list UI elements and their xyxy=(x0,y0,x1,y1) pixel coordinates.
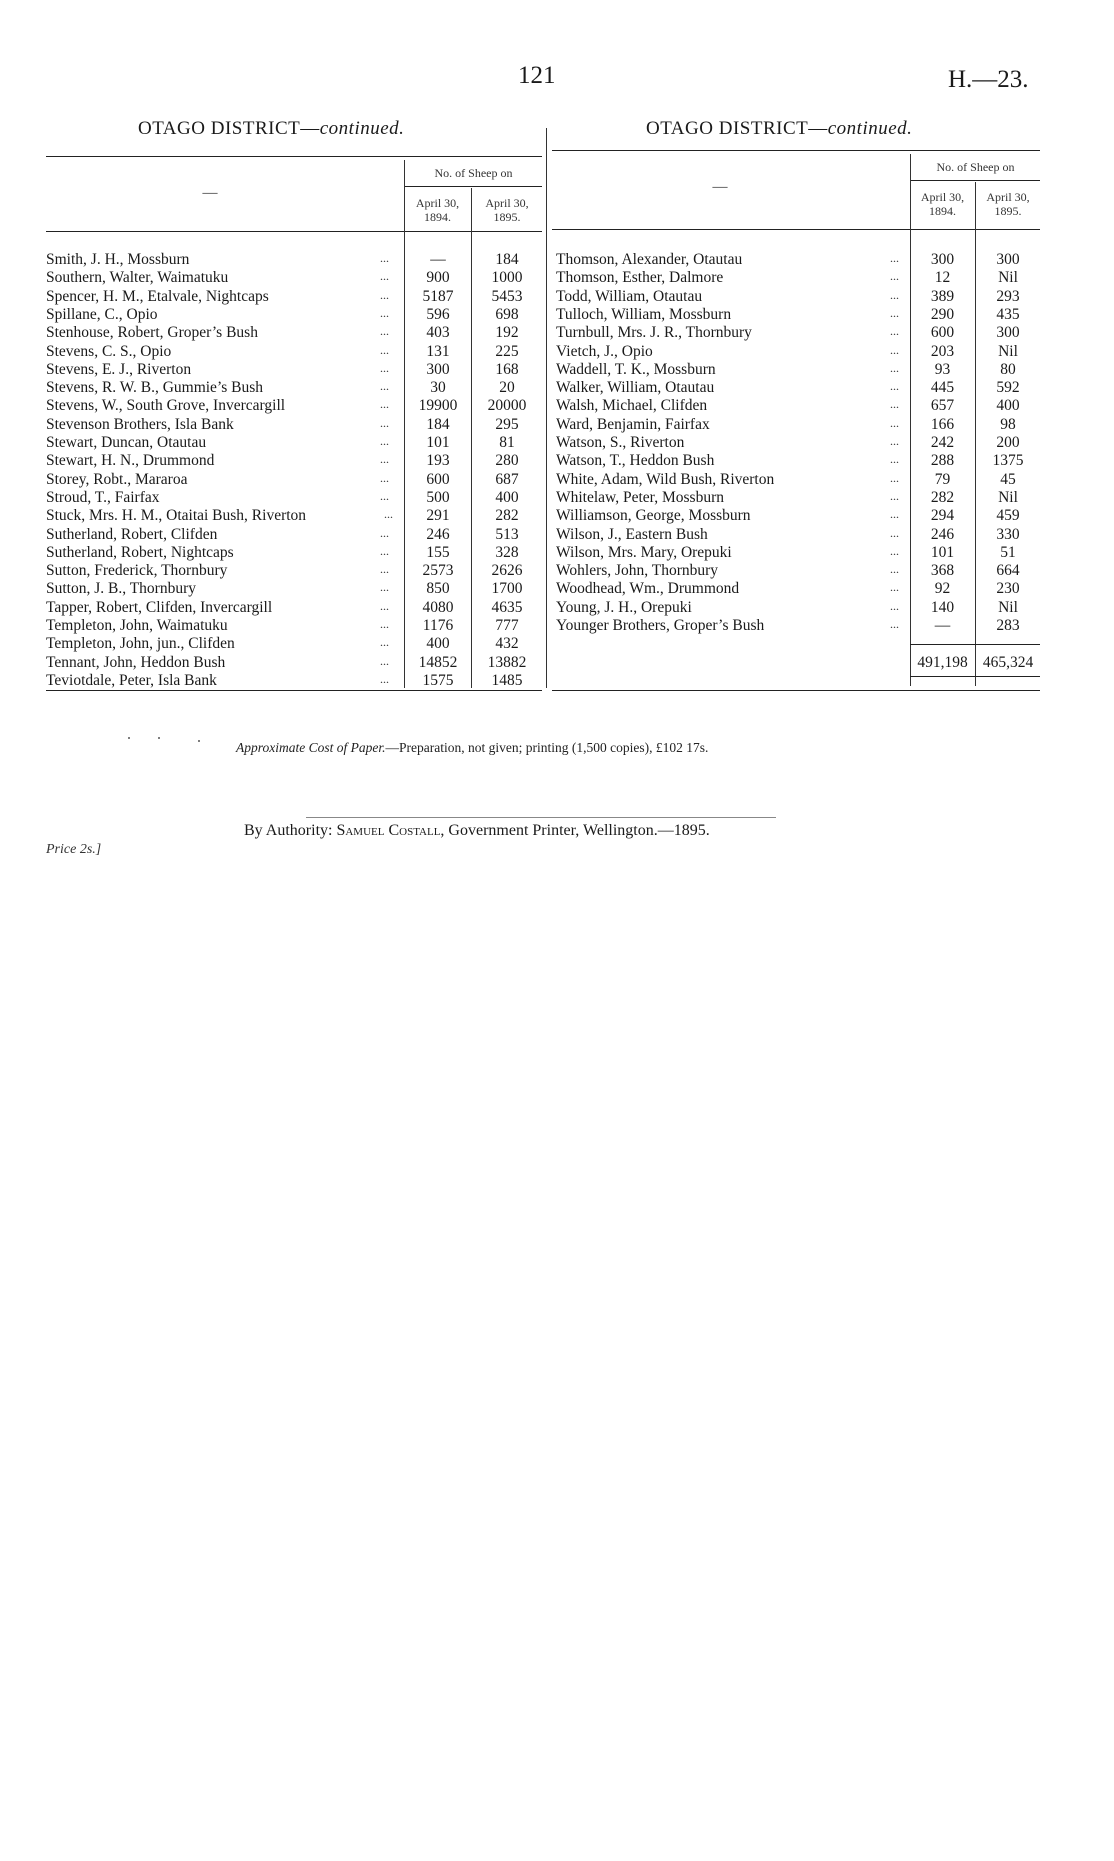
value-1894: 101 xyxy=(930,543,955,561)
value-1894: 19900 xyxy=(418,397,458,415)
row-name: White, Adam, Wild Bush, Riverton xyxy=(556,470,775,488)
value-1894: 389 xyxy=(930,287,955,305)
value-1894: 131 xyxy=(426,342,450,360)
leader-dots: ... xyxy=(890,488,899,503)
leader-dots: ... xyxy=(380,452,389,467)
row-name: Stevens, R. W. B., Gummie’s Bush xyxy=(46,379,264,397)
value-1894: 900 xyxy=(426,269,450,287)
value-1894: 400 xyxy=(426,635,450,653)
document-reference: H.—23. xyxy=(948,66,1029,93)
value-1894: 282 xyxy=(930,488,955,506)
page-number: 121 xyxy=(518,62,556,89)
row-name: Todd, William, Otautau xyxy=(556,287,703,305)
value-1894: 403 xyxy=(426,324,450,342)
value-1894: 193 xyxy=(426,452,450,470)
leader-dots: ... xyxy=(890,379,899,394)
print-speck xyxy=(198,740,200,742)
print-speck xyxy=(158,737,160,739)
row-name: Spencer, H. M., Etalvale, Nightcaps xyxy=(46,287,269,305)
leader-dots: ... xyxy=(380,562,389,577)
row-name: Whitelaw, Peter, Mossburn xyxy=(556,488,724,506)
right-title-text: OTAGO DISTRICT— xyxy=(646,118,828,139)
value-1895: 300 xyxy=(996,251,1020,268)
value-1895: 400 xyxy=(495,488,519,506)
value-1895: 432 xyxy=(495,635,519,653)
left-col2-header-line2: 1895. xyxy=(493,210,521,224)
value-1894: 445 xyxy=(930,379,955,397)
value-1895: 225 xyxy=(495,342,519,360)
value-1895: 200 xyxy=(996,434,1020,451)
value-1895: 400 xyxy=(996,397,1020,415)
left-title-continued: continued. xyxy=(319,118,405,139)
value-1894: — xyxy=(430,251,446,268)
price-label: Price 2s.] xyxy=(46,842,102,857)
row-name: Younger Brothers, Groper’s Bush xyxy=(556,617,765,634)
value-1895: 51 xyxy=(1000,543,1016,561)
leader-dots: ... xyxy=(890,269,899,284)
row-name: Southern, Walter, Waimatuku xyxy=(46,269,229,287)
value-1895: 1485 xyxy=(491,671,523,689)
leader-dots: ... xyxy=(380,580,389,595)
value-1895: 330 xyxy=(996,525,1020,543)
value-1894: 30 xyxy=(430,379,446,397)
leader-dots: ... xyxy=(890,452,899,467)
left-col1-header-line2: 1894. xyxy=(424,210,451,224)
row-name: Smith, J. H., Mossburn xyxy=(46,251,190,268)
right-total-bottom-rule xyxy=(910,676,1040,677)
leader-dots: ... xyxy=(380,342,389,357)
value-1894: 4080 xyxy=(422,598,454,616)
leader-dots: ... xyxy=(380,598,389,613)
leader-dots: ... xyxy=(380,269,389,284)
value-1894: 500 xyxy=(426,488,450,506)
leader-dots: ... xyxy=(890,598,899,613)
right-col1-header-line2: 1894. xyxy=(929,204,956,218)
right-table-bottom-rule xyxy=(552,690,1040,691)
value-1894: 294 xyxy=(930,507,955,525)
left-title-text: OTAGO DISTRICT— xyxy=(138,118,320,139)
value-1894: — xyxy=(934,617,951,634)
left-district-title xyxy=(138,118,404,140)
row-name: Williamson, George, Mossburn xyxy=(556,507,751,525)
value-1894: 1575 xyxy=(422,671,454,689)
row-name: Walker, William, Otautau xyxy=(556,379,715,397)
value-1894: 155 xyxy=(426,543,450,561)
leader-dots: ... xyxy=(890,305,899,320)
row-name: Sutton, J. B., Thornbury xyxy=(46,580,196,598)
leader-dots: ... xyxy=(890,543,899,558)
left-col1-header-line1: April 30, xyxy=(415,196,460,210)
cost-note-label: Approximate Cost of Paper. xyxy=(236,740,386,755)
leader-dots: ... xyxy=(380,525,389,540)
left-name-column-header: — xyxy=(202,185,218,201)
leader-dots: ... xyxy=(380,617,389,631)
row-name: Sutherland, Robert, Clifden xyxy=(46,525,218,543)
value-1894: 291 xyxy=(426,507,450,525)
row-name: Stuck, Mrs. H. M., Otaitai Bush, Riverton xyxy=(46,507,307,525)
row-name: Watson, T., Heddon Bush xyxy=(556,452,715,470)
leader-dots: ... xyxy=(380,671,389,686)
value-1894: 184 xyxy=(426,415,450,433)
value-1894: 290 xyxy=(930,305,955,323)
leader-dots: ... xyxy=(890,562,899,577)
value-1895: 459 xyxy=(996,507,1020,525)
value-1895: 280 xyxy=(495,452,519,470)
value-1894: 300 xyxy=(930,251,955,268)
leader-dots: ... xyxy=(380,434,389,448)
value-1895: 168 xyxy=(495,360,519,378)
right-col2-header-line1: April 30, xyxy=(986,190,1030,204)
value-1895: 20000 xyxy=(487,397,527,415)
row-name: Spillane, C., Opio xyxy=(46,305,158,323)
value-1895: 45 xyxy=(1000,470,1016,488)
total-1894: 491,198 xyxy=(917,654,968,671)
right-group-header: No. of Sheep on xyxy=(936,160,1015,174)
value-1894: 246 xyxy=(426,525,450,543)
leader-dots: ... xyxy=(380,379,389,394)
value-1895: 4635 xyxy=(491,598,523,616)
value-1894: 2573 xyxy=(422,562,454,580)
leader-dots: ... xyxy=(380,635,389,650)
value-1895: 1000 xyxy=(491,269,523,287)
row-name: Stevenson Brothers, Isla Bank xyxy=(46,415,234,433)
row-name: Stewart, Duncan, Otautau xyxy=(46,434,207,451)
cost-of-paper-note xyxy=(236,740,708,756)
right-group-header-rule xyxy=(910,180,1040,181)
value-1894: 166 xyxy=(930,415,955,433)
value-1895: 435 xyxy=(996,305,1020,323)
value-1895: 687 xyxy=(495,470,519,488)
value-1894: 14852 xyxy=(418,653,458,671)
value-1895: Nil xyxy=(998,342,1018,360)
row-name: Tennant, John, Heddon Bush xyxy=(46,653,226,671)
left-header-bottom-rule xyxy=(46,231,542,232)
value-1894: 657 xyxy=(930,397,955,415)
value-1894: 368 xyxy=(930,562,955,580)
value-1895: Nil xyxy=(998,598,1018,616)
leader-dots: ... xyxy=(380,470,389,485)
left-col2-header-line1: April 30, xyxy=(485,196,529,210)
right-col2-header xyxy=(976,190,1040,218)
value-1894: 5187 xyxy=(422,287,454,305)
value-1894: 101 xyxy=(426,434,450,451)
value-1895: 20 xyxy=(499,379,515,397)
value-1894: 79 xyxy=(934,470,951,488)
value-1895: 664 xyxy=(996,562,1020,580)
row-name: Templeton, John, Waimatuku xyxy=(46,617,228,634)
value-1895: 184 xyxy=(495,251,519,268)
authority-rule xyxy=(306,817,776,818)
leader-dots: ... xyxy=(890,617,899,631)
cost-note-text: —Preparation, not given; printing (1,500 copies), £102 17s. xyxy=(385,740,709,755)
value-1894: 600 xyxy=(930,324,955,342)
value-1895: 80 xyxy=(1000,360,1016,378)
leader-dots: ... xyxy=(380,360,389,375)
value-1895: Nil xyxy=(998,488,1018,506)
right-district-title xyxy=(646,118,912,140)
row-name: Sutherland, Robert, Nightcaps xyxy=(46,543,234,561)
row-name: Wilson, J., Eastern Bush xyxy=(556,525,708,543)
row-name: Ward, Benjamin, Fairfax xyxy=(556,415,710,433)
value-1895: 282 xyxy=(495,507,519,525)
value-1894: 12 xyxy=(934,269,951,287)
printer-name: Samuel Costall xyxy=(336,822,441,839)
value-1895: 98 xyxy=(1000,415,1016,433)
row-name: Thomson, Esther, Dalmore xyxy=(556,269,724,287)
leader-dots: ... xyxy=(890,287,899,302)
row-name: Sutton, Frederick, Thornbury xyxy=(46,562,228,580)
leader-dots: ... xyxy=(890,434,899,448)
center-column-divider xyxy=(546,128,547,688)
row-name: Stroud, T., Fairfax xyxy=(46,488,160,506)
right-header-bottom-rule xyxy=(552,229,1040,230)
authority-suffix: , Government Printer, Wellington.—1895. xyxy=(440,822,710,839)
row-name: Stewart, H. N., Drummond xyxy=(46,452,215,470)
row-name: Tapper, Robert, Clifden, Invercargill xyxy=(46,598,273,616)
leader-dots: ... xyxy=(380,653,389,668)
value-1895: 192 xyxy=(495,324,519,342)
right-name-column-header: — xyxy=(712,179,728,195)
right-col1-header xyxy=(910,190,975,218)
row-name: Thomson, Alexander, Otautau xyxy=(556,251,743,268)
leader-dots: ... xyxy=(890,415,899,430)
leader-dots: ... xyxy=(380,415,389,430)
leader-dots: ... xyxy=(380,251,389,265)
row-name: Walsh, Michael, Clifden xyxy=(556,397,708,415)
leader-dots: ... xyxy=(890,251,899,265)
leader-dots: ... xyxy=(380,543,389,558)
left-table-bottom-rule xyxy=(46,690,542,691)
value-1894: 850 xyxy=(426,580,450,598)
value-1895: 283 xyxy=(996,617,1020,634)
row-name: Vietch, J., Opio xyxy=(556,342,653,360)
leader-dots: ... xyxy=(890,324,899,339)
value-1895: 328 xyxy=(495,543,519,561)
right-total-top-rule xyxy=(910,644,1040,645)
left-group-header: No. of Sheep on xyxy=(434,166,513,180)
leader-dots: ... xyxy=(380,324,389,339)
value-1894: 600 xyxy=(426,470,450,488)
value-1895: 1700 xyxy=(491,580,523,598)
leader-dots: ... xyxy=(890,342,899,357)
row-name: Turnbull, Mrs. J. R., Thornbury xyxy=(556,324,752,342)
value-1895: Nil xyxy=(998,269,1018,287)
row-name: Young, J. H., Orepuki xyxy=(556,598,692,616)
leader-dots: ... xyxy=(890,360,899,375)
left-group-header-rule xyxy=(404,186,542,187)
row-name: Tulloch, William, Mossburn xyxy=(556,305,732,323)
row-name: Woodhead, Wm., Drummond xyxy=(556,580,740,598)
value-1894: 93 xyxy=(934,360,951,378)
right-col2-header-line2: 1895. xyxy=(994,204,1022,218)
row-name: Stevens, C. S., Opio xyxy=(46,342,172,360)
value-1895: 13882 xyxy=(487,653,527,671)
row-name: Templeton, John, jun., Clifden xyxy=(46,635,235,653)
authority-prefix: By Authority: xyxy=(244,822,337,839)
value-1894: 288 xyxy=(930,452,955,470)
value-1895: 5453 xyxy=(491,287,523,305)
row-name: Stenhouse, Robert, Groper’s Bush xyxy=(46,324,258,342)
value-1894: 246 xyxy=(930,525,955,543)
value-1895: 513 xyxy=(495,525,519,543)
row-name: Wilson, Mrs. Mary, Orepuki xyxy=(556,543,732,561)
right-table-top-rule xyxy=(552,150,1040,151)
leader-dots: ... xyxy=(384,507,393,522)
row-name: Stevens, W., South Grove, Invercargill xyxy=(46,397,286,415)
value-1895: 698 xyxy=(495,305,519,323)
value-1895: 293 xyxy=(996,287,1020,305)
leader-dots: ... xyxy=(380,305,389,320)
row-name: Stevens, E. J., Riverton xyxy=(46,360,192,378)
leader-dots: ... xyxy=(380,397,389,412)
value-1895: 1375 xyxy=(992,452,1024,470)
value-1894: 92 xyxy=(934,580,951,598)
value-1894: 242 xyxy=(930,434,955,451)
leader-dots: ... xyxy=(380,287,389,302)
value-1894: 140 xyxy=(930,598,955,616)
value-1895: 295 xyxy=(495,415,519,433)
left-table-top-rule xyxy=(46,156,542,157)
leader-dots: ... xyxy=(380,488,389,503)
row-name: Teviotdale, Peter, Isla Bank xyxy=(46,671,217,689)
value-1894: 300 xyxy=(426,360,450,378)
value-1895: 777 xyxy=(495,617,519,634)
value-1895: 81 xyxy=(499,434,515,451)
value-1894: 1176 xyxy=(422,617,454,634)
value-1895: 592 xyxy=(996,379,1020,397)
leader-dots: ... xyxy=(890,580,899,595)
left-col1-header xyxy=(404,196,471,224)
value-1895: 2626 xyxy=(491,562,523,580)
print-speck xyxy=(128,737,130,739)
leader-dots: ... xyxy=(890,470,899,485)
right-title-continued: continued. xyxy=(827,118,913,139)
value-1894: 596 xyxy=(426,305,450,323)
value-1895: 230 xyxy=(996,580,1020,598)
value-1894: 203 xyxy=(930,342,955,360)
right-col1-header-line1: April 30, xyxy=(920,190,965,204)
row-name: Watson, S., Riverton xyxy=(556,434,685,451)
row-name: Waddell, T. K., Mossburn xyxy=(556,360,716,378)
left-col2-header xyxy=(472,196,542,224)
leader-dots: ... xyxy=(890,507,899,522)
leader-dots: ... xyxy=(890,397,899,412)
authority-line xyxy=(244,822,710,840)
value-1895: 300 xyxy=(996,324,1020,342)
total-1895: 465,324 xyxy=(982,654,1034,671)
row-name: Wohlers, John, Thornbury xyxy=(556,562,719,580)
leader-dots: ... xyxy=(890,525,899,540)
row-name: Storey, Robt., Mararoa xyxy=(46,470,188,488)
